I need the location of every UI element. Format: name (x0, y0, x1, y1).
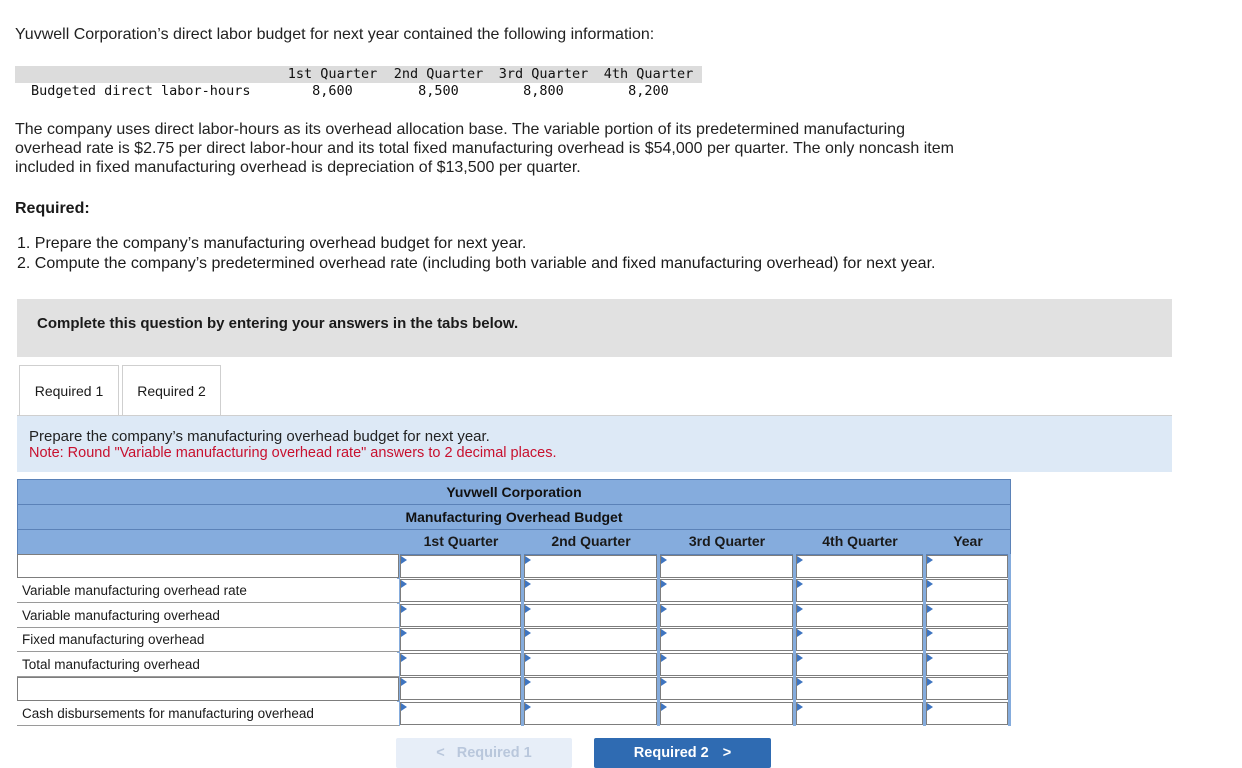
answer-cell-r2-q3[interactable] (660, 579, 793, 602)
column-header-q1: 1st Quarter (423, 533, 499, 549)
labor-value-q4: 8,200 (628, 83, 669, 99)
paragraph-line-3: included in fixed manufacturing overhead is depreciation of $13,500 per quarter. (15, 159, 581, 176)
row-label-total-overhead: Total manufacturing overhead (17, 653, 399, 677)
answer-cell-r3-q4[interactable] (796, 604, 923, 627)
row-label-input-1[interactable] (17, 554, 399, 578)
answer-cell-r1-q2[interactable] (524, 555, 657, 578)
row-label-input-2[interactable] (17, 677, 399, 701)
answer-cell-r4-q1[interactable] (400, 628, 521, 651)
answer-cell-r7-q2[interactable] (524, 702, 657, 725)
labor-value-q1: 8,600 (312, 83, 353, 99)
labor-header-q4: 4th Quarter (603, 66, 694, 82)
answer-cell-r2-q4[interactable] (796, 579, 923, 602)
next-label: Required 2 (633, 745, 709, 761)
answer-cell-r3-q2[interactable] (524, 604, 657, 627)
answer-cell-r7-q3[interactable] (660, 702, 793, 725)
answer-cell-r5-q2[interactable] (524, 653, 657, 676)
answer-cell-r7-q1[interactable] (400, 702, 521, 725)
instructions-banner (17, 299, 1172, 357)
column-header-q3: 3rd Quarter (688, 533, 766, 549)
answer-cell-r4-q3[interactable] (660, 628, 793, 651)
prev-required-button[interactable] (396, 738, 572, 768)
paragraph-line-1: The company uses direct labor-hours as its overhead allocation base. The variable portion of its predetermined manufacturing (15, 121, 905, 138)
answer-cell-r5-q1[interactable] (400, 653, 521, 676)
answer-cell-r5-q4[interactable] (796, 653, 923, 676)
row-label-variable-rate: Variable manufacturing overhead rate (17, 579, 399, 603)
row-label-fixed-overhead: Fixed manufacturing overhead (17, 628, 399, 652)
answer-cell-r2-q1[interactable] (400, 579, 521, 602)
intro-text: Yuvwell Corporation’s direct labor budget for next year contained the following information: (15, 26, 655, 43)
paragraph-line-2: overhead rate is $2.75 per direct labor-hour and its total fixed manufacturing overhead is $54,000 per quarter. The only noncash item (15, 140, 954, 157)
answer-cell-r6-q2[interactable] (524, 677, 657, 700)
labor-row-label: Budgeted direct labor-hours (31, 83, 251, 99)
column-separator (1008, 554, 1011, 726)
answer-cell-r1-q4[interactable] (796, 555, 923, 578)
column-header-q4: 4th Quarter (822, 533, 898, 549)
answer-cell-r3-year[interactable] (926, 604, 1008, 627)
tab-label: Required 2 (137, 382, 206, 399)
chevron-left-icon: < (436, 745, 445, 761)
labor-value-q2: 8,500 (418, 83, 459, 99)
answer-cell-r7-year[interactable] (926, 702, 1008, 725)
budget-title-header (17, 504, 1011, 530)
answer-cell-r1-q1[interactable] (400, 555, 521, 578)
tab-required-1[interactable] (19, 365, 119, 415)
answer-cell-r6-year[interactable] (926, 677, 1008, 700)
answer-cell-r2-year[interactable] (926, 579, 1008, 602)
answer-cell-r6-q1[interactable] (400, 677, 521, 700)
tab-label: Required 1 (34, 382, 104, 399)
banner-text: Complete this question by entering your answers in the tabs below. (37, 315, 519, 332)
answer-cell-r1-year[interactable] (926, 555, 1008, 578)
answer-cell-r6-q3[interactable] (660, 677, 793, 700)
next-required-button[interactable] (594, 738, 771, 768)
labor-header-q3: 3rd Quarter (498, 66, 589, 82)
company-name: Yuvwell Corporation (446, 484, 582, 500)
labor-value-q3: 8,800 (523, 83, 564, 99)
tab-required-2[interactable] (122, 365, 221, 415)
prev-label: Required 1 (456, 745, 532, 761)
requirement-1: 1. Prepare the company’s manufacturing overhead budget for next year. (17, 235, 527, 252)
answer-cell-r5-year[interactable] (926, 653, 1008, 676)
answer-cell-r4-year[interactable] (926, 628, 1008, 651)
requirement-2: 2. Compute the company’s predetermined overhead rate (including both variable and fixed manufacturing overhead) for next year. (17, 255, 936, 272)
answer-cell-r4-q2[interactable] (524, 628, 657, 651)
chevron-right-icon: > (722, 745, 732, 761)
row-label-cash-disbursements: Cash disbursements for manufacturing overhead (17, 702, 399, 726)
answer-cell-r2-q2[interactable] (524, 579, 657, 602)
answer-cell-r7-q4[interactable] (796, 702, 923, 725)
budget-company-header (17, 479, 1011, 505)
labor-header-q1: 1st Quarter (287, 66, 378, 82)
column-header-q2: 2nd Quarter (551, 533, 631, 549)
question-prompt (17, 416, 1172, 472)
answer-cell-r3-q1[interactable] (400, 604, 521, 627)
answer-cell-r6-q4[interactable] (796, 677, 923, 700)
required-heading: Required: (15, 200, 90, 217)
budget-title: Manufacturing Overhead Budget (405, 509, 623, 525)
prompt-text: Prepare the company’s manufacturing overhead budget for next year. (29, 428, 490, 445)
answer-cell-r5-q3[interactable] (660, 653, 793, 676)
answer-cell-r3-q3[interactable] (660, 604, 793, 627)
row-label-variable-overhead: Variable manufacturing overhead (17, 604, 399, 628)
answer-cell-r1-q3[interactable] (660, 555, 793, 578)
column-header-year: Year (953, 533, 983, 549)
labor-header-q2: 2nd Quarter (393, 66, 484, 82)
prompt-note: Note: Round "Variable manufacturing overhead rate" answers to 2 decimal places. (29, 445, 557, 461)
answer-cell-r4-q4[interactable] (796, 628, 923, 651)
